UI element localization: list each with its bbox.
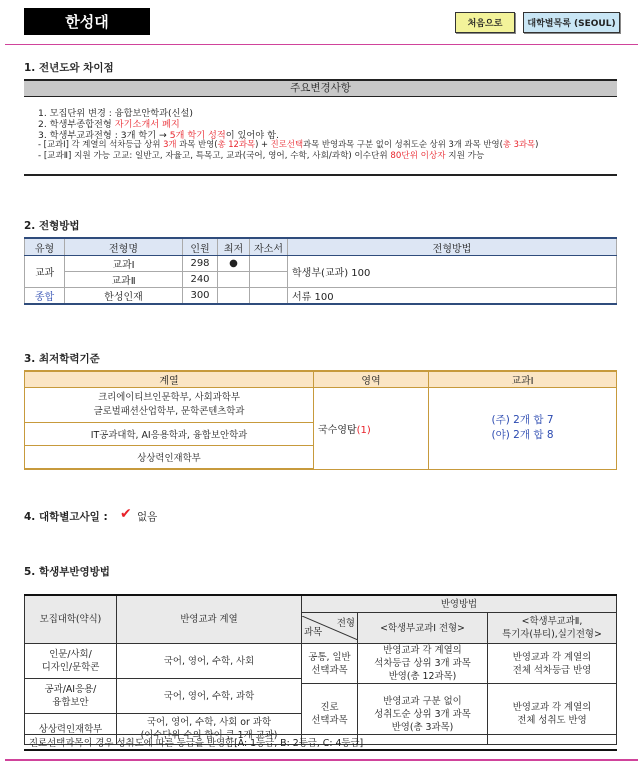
col-count: 인원 (183, 238, 218, 256)
col-name: 전형명 (65, 238, 183, 256)
change-line-4: - [교과Ⅰ] 각 계열의 석차등급 상위 3개 과목 반영(총 12과목) + 진로선택과목 반영과목 구분 없이 성취도순 상위 3개 과목 반영(총 3과목) (38, 139, 539, 149)
name-cell: 교과Ⅱ (65, 272, 183, 288)
dept-cell: IT공과대학, AI응용학과, 융합보안학과 (25, 423, 314, 446)
col-gyo1: <학생부교과Ⅰ 전형> (358, 613, 488, 644)
diag-bottom-label: 과목 (304, 627, 323, 638)
subjects-cell: 국어, 영어, 수학, 사회 (117, 644, 302, 679)
page-title: 한성대 (24, 8, 150, 35)
section4-heading: 4. 대학별고사일 : (24, 511, 108, 523)
changes-box-title: 주요변경사항 (24, 79, 617, 97)
section1-heading: 1. 전년도와 차이점 (24, 62, 114, 74)
unit-cell: 상상력인재학부 (25, 714, 117, 745)
bottom-divider (5, 759, 638, 761)
subjects-cell: 국어, 영어, 수학, 과학 (117, 679, 302, 714)
minimum-cell (218, 288, 250, 305)
col-area: 영역 (314, 371, 429, 388)
course-career: 진로 선택과목 (302, 684, 358, 745)
minimum-dot: ● (218, 256, 250, 272)
col-essay: 자소서 (250, 238, 288, 256)
table-row (25, 256, 617, 272)
count-cell: 300 (183, 288, 218, 305)
col-subjects: 반영교과 계열 (117, 595, 302, 644)
change-line-1: 1. 모집단위 변경 : 융합보안학과(신설) (38, 108, 193, 119)
course-general: 공통, 일반 선택과목 (302, 644, 358, 684)
name-cell: 교과Ⅰ (65, 256, 183, 272)
admission-methods-table (24, 237, 617, 305)
name-cell: 한성인재 (65, 288, 183, 305)
diag-top-label: 전형 (336, 618, 355, 629)
type-cell: 교과 (25, 256, 65, 288)
gyo1-general: 반영교과 각 계열의 석차등급 상위 3개 과목 반영(총 12과목) (358, 644, 488, 684)
essay-cell (250, 272, 288, 288)
dept-cell: 상상력인재학부 (25, 446, 314, 470)
unit-cell: 인문/사회/ 디자인/문학콘 (25, 644, 117, 679)
count-cell: 298 (183, 256, 218, 272)
essay-cell (250, 288, 288, 305)
gyo2-general: 반영교과 각 계열의 전체 석차등급 반영 (488, 644, 617, 684)
essay-cell (250, 256, 288, 272)
unit-cell: 공과/AI응용/ 융합보안 (25, 679, 117, 714)
section5-heading: 5. 학생부반영방법 (24, 566, 110, 578)
col-method: 반영방법 (302, 595, 617, 613)
method-cell: 학생부(교과) 100 (288, 256, 617, 288)
minimum-cell (218, 272, 250, 288)
univ-list-button[interactable]: 대학별목록 (SEOUL) (523, 12, 620, 33)
diagonal-header (302, 613, 358, 644)
col-minimum: 최저 (218, 238, 250, 256)
check-icon: ✔ (120, 506, 132, 522)
section3-heading: 3. 최저학력기준 (24, 353, 100, 365)
dept-cell: 크리에이티브인문학부, 사회과학부 글로벌패션산업학부, 문학콘텐츠학과 (25, 388, 314, 423)
col-type: 유형 (25, 238, 65, 256)
method-cell: 서류 100 (288, 288, 617, 305)
exam-date-value: 없음 (137, 511, 158, 523)
col-gyo2: <학생부교과Ⅱ, 특기자(뷰티),실기전형> (488, 613, 617, 644)
gyo1-career: 반영교과 구분 없이 성취도순 상위 3개 과목 반영(총 3과목) (358, 684, 488, 745)
col-gyo1: 교과Ⅰ (429, 371, 617, 388)
count-cell: 240 (183, 272, 218, 288)
criteria-cell: (주) 2개 합 7 (야) 2개 합 8 (429, 388, 617, 470)
change-line-2: 2. 학생부종합전형 자기소개서 폐지 (38, 119, 180, 130)
top-divider (5, 44, 638, 45)
section2-heading: 2. 전형방법 (24, 220, 80, 232)
change-line-3: 3. 학생부교과전형 : 3개 학기 → 5개 학기 성적이 있어야 함. (38, 130, 279, 141)
type-cell: 종합 (25, 288, 65, 305)
first-page-button[interactable]: 처음으로 (455, 12, 515, 33)
changes-box-bottom-rule (24, 174, 617, 176)
col-dept: 계열 (25, 371, 314, 388)
gyo2-career: 반영교과 각 계열의 전체 성취도 반영 (488, 684, 617, 745)
change-line-5: - [교과Ⅱ] 지원 가능 고교: 일반고, 자율고, 특목고, 교과(국어, 영어, 수학, 사회/과학) 이수단위 80단위 이상자 지원 가능 (38, 151, 485, 161)
minimum-standard-table (24, 370, 617, 470)
table-row (25, 288, 617, 305)
subjects-cell: 국어, 영어, 수학, 사회 or 과학 (이수단위 수의 합이 큰 1개 교과) (117, 714, 302, 745)
changes-box (24, 79, 617, 175)
col-unit: 모집대학(약식) (25, 595, 117, 644)
record-method-table (24, 594, 617, 745)
col-method: 전형방법 (288, 238, 617, 256)
area-cell: 국수영탐(1) (314, 388, 429, 470)
record-method-note: 진로선택과목의 경우 성취도에 따른 등급을 반영함[A: 1등급, B: 2등급, C: 4등급] (24, 734, 617, 751)
